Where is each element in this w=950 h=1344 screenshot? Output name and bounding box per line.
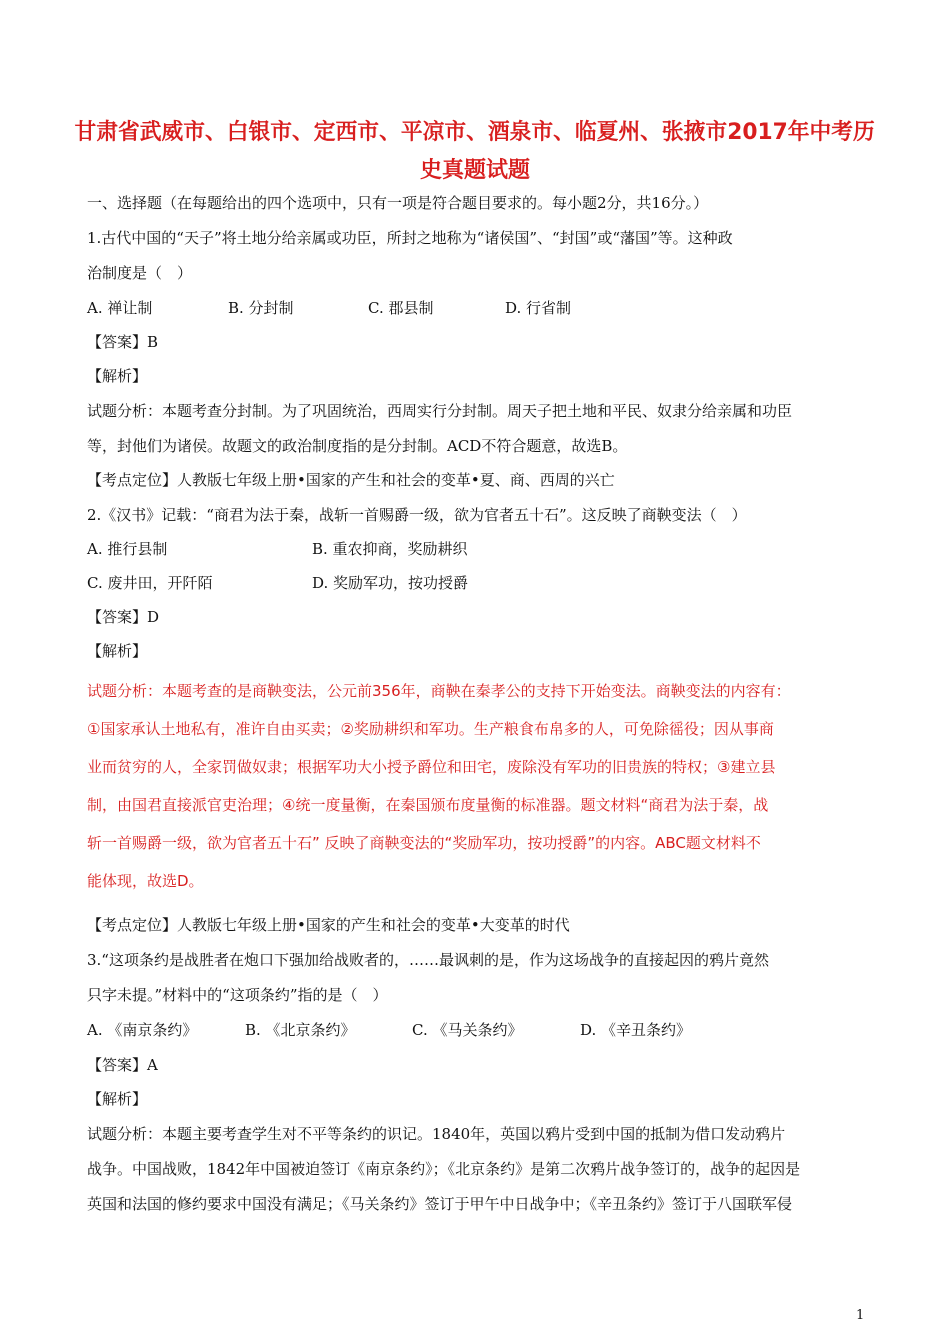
page-number: 1 [856,1308,865,1323]
q2-stem: 2.《汉书》记载：“商君为法于秦，战斩一首赐爵一级，欲为官者五十石”。这反映了商鞅变法（ ） [87,506,747,524]
q2-analysis-line6: 能体现，故选D。 [87,872,204,890]
document-title-line2: 史真题试题 [419,158,530,183]
q1-option-c: C. 郡县制 [368,299,434,317]
q3-analysis-line2: 战争。中国战败，1842年中国被迫签订《南京条约》；《北京条约》是第二次鸦片战争签订的，战争的起因是 [87,1160,801,1178]
q1-analysis-label: 【解析】 [87,367,148,385]
q3-option-a: A. 《南京条约》 [87,1021,198,1039]
q2-analysis-line1: 试题分析：本题考查的是商鞅变法，公元前356年，商鞅在秦孝公的支持下开始变法。商鞅变法的内容有： [87,682,791,700]
document-title-line1: 甘肃省武威市、白银市、定西市、平凉市、酒泉市、临夏州、张掖市2017年中考历 [74,120,876,145]
q2-point: 【考点定位】人教版七年级上册•国家的产生和社会的变革•大变革的时代 [87,916,570,934]
q3-answer: 【答案】A [87,1056,158,1074]
q1-option-a: A. 禅让制 [87,299,153,317]
q2-analysis-line3: 业而贫穷的人，全家罚做奴隶；根据军功大小授予爵位和田宅，废除没有军功的旧贵族的特权；③建立县 [87,758,776,776]
q3-option-d: D. 《辛丑条约》 [580,1021,692,1039]
q3-option-c: C. 《马关条约》 [412,1021,523,1039]
q1-stem-line2: 治制度是（ ） [87,264,193,282]
q1-stem-line1: 1.古代中国的“天子”将土地分给亲属或功臣，所封之地称为“诸侯国”、“封国”或“藩国”等。这种政 [87,229,733,247]
q2-analysis-line5: 斩一首赐爵一级，欲为官者五十石” 反映了商鞅变法的“奖励军功，按功授爵”的内容。ABC题文材料不 [87,834,761,852]
q3-analysis-line1: 试题分析：本题主要考查学生对不平等条约的识记。1840年，英国以鸦片受到中国的抵制为借口发动鸦片 [87,1125,786,1143]
q3-option-b: B. 《北京条约》 [245,1021,356,1039]
q1-analysis-line2: 等，封他们为诸侯。故题文的政治制度指的是分封制。ACD不符合题意，故选B。 [87,437,628,455]
q2-analysis-label: 【解析】 [87,642,148,660]
section-header: 一、选择题（在每题给出的四个选项中，只有一项是符合题目要求的。每小题2分，共16分。） [87,194,709,212]
q2-option-d: D. 奖励军功，按功授爵 [312,574,469,592]
q1-answer: 【答案】B [87,333,159,351]
q3-stem-line2: 只字未提。”材料中的“这项条约”指的是（ ） [87,986,388,1004]
q1-option-d: D. 行省制 [505,299,572,317]
q2-answer: 【答案】D [87,608,160,626]
q1-point: 【考点定位】人教版七年级上册•国家的产生和社会的变革•夏、商、西周的兴亡 [87,471,615,489]
q3-stem-line1: 3.“这项条约是战胜者在炮口下强加给战败者的，……最讽刺的是，作为这场战争的直接起因的鸦片竟然 [87,951,769,969]
q2-option-a: A. 推行县制 [87,540,168,558]
q2-option-b: B. 重农抑商，奖励耕织 [312,540,468,558]
q1-option-b: B. 分封制 [228,299,294,317]
q1-analysis-line1: 试题分析：本题考查分封制。为了巩固统治，西周实行分封制。周天子把土地和平民、奴隶分给亲属和功臣 [87,402,793,420]
q2-analysis-line2: ①国家承认土地私有，准许自由买卖；②奖励耕织和军功。生产粮食布帛多的人，可免除徭役；因从事商 [87,720,774,738]
q2-option-c: C. 废井田，开阡陌 [87,574,213,592]
q3-analysis-label: 【解析】 [87,1090,148,1108]
q3-analysis-line3: 英国和法国的修约要求中国没有满足；《马关条约》签订于甲午中日战争中；《辛丑条约》签订于八国联军侵 [87,1195,793,1213]
q2-analysis-line4: 制，由国君直接派官吏治理；④统一度量衡，在秦国颁布度量衡的标准器。题文材料“商君为法于秦，战 [87,796,769,814]
